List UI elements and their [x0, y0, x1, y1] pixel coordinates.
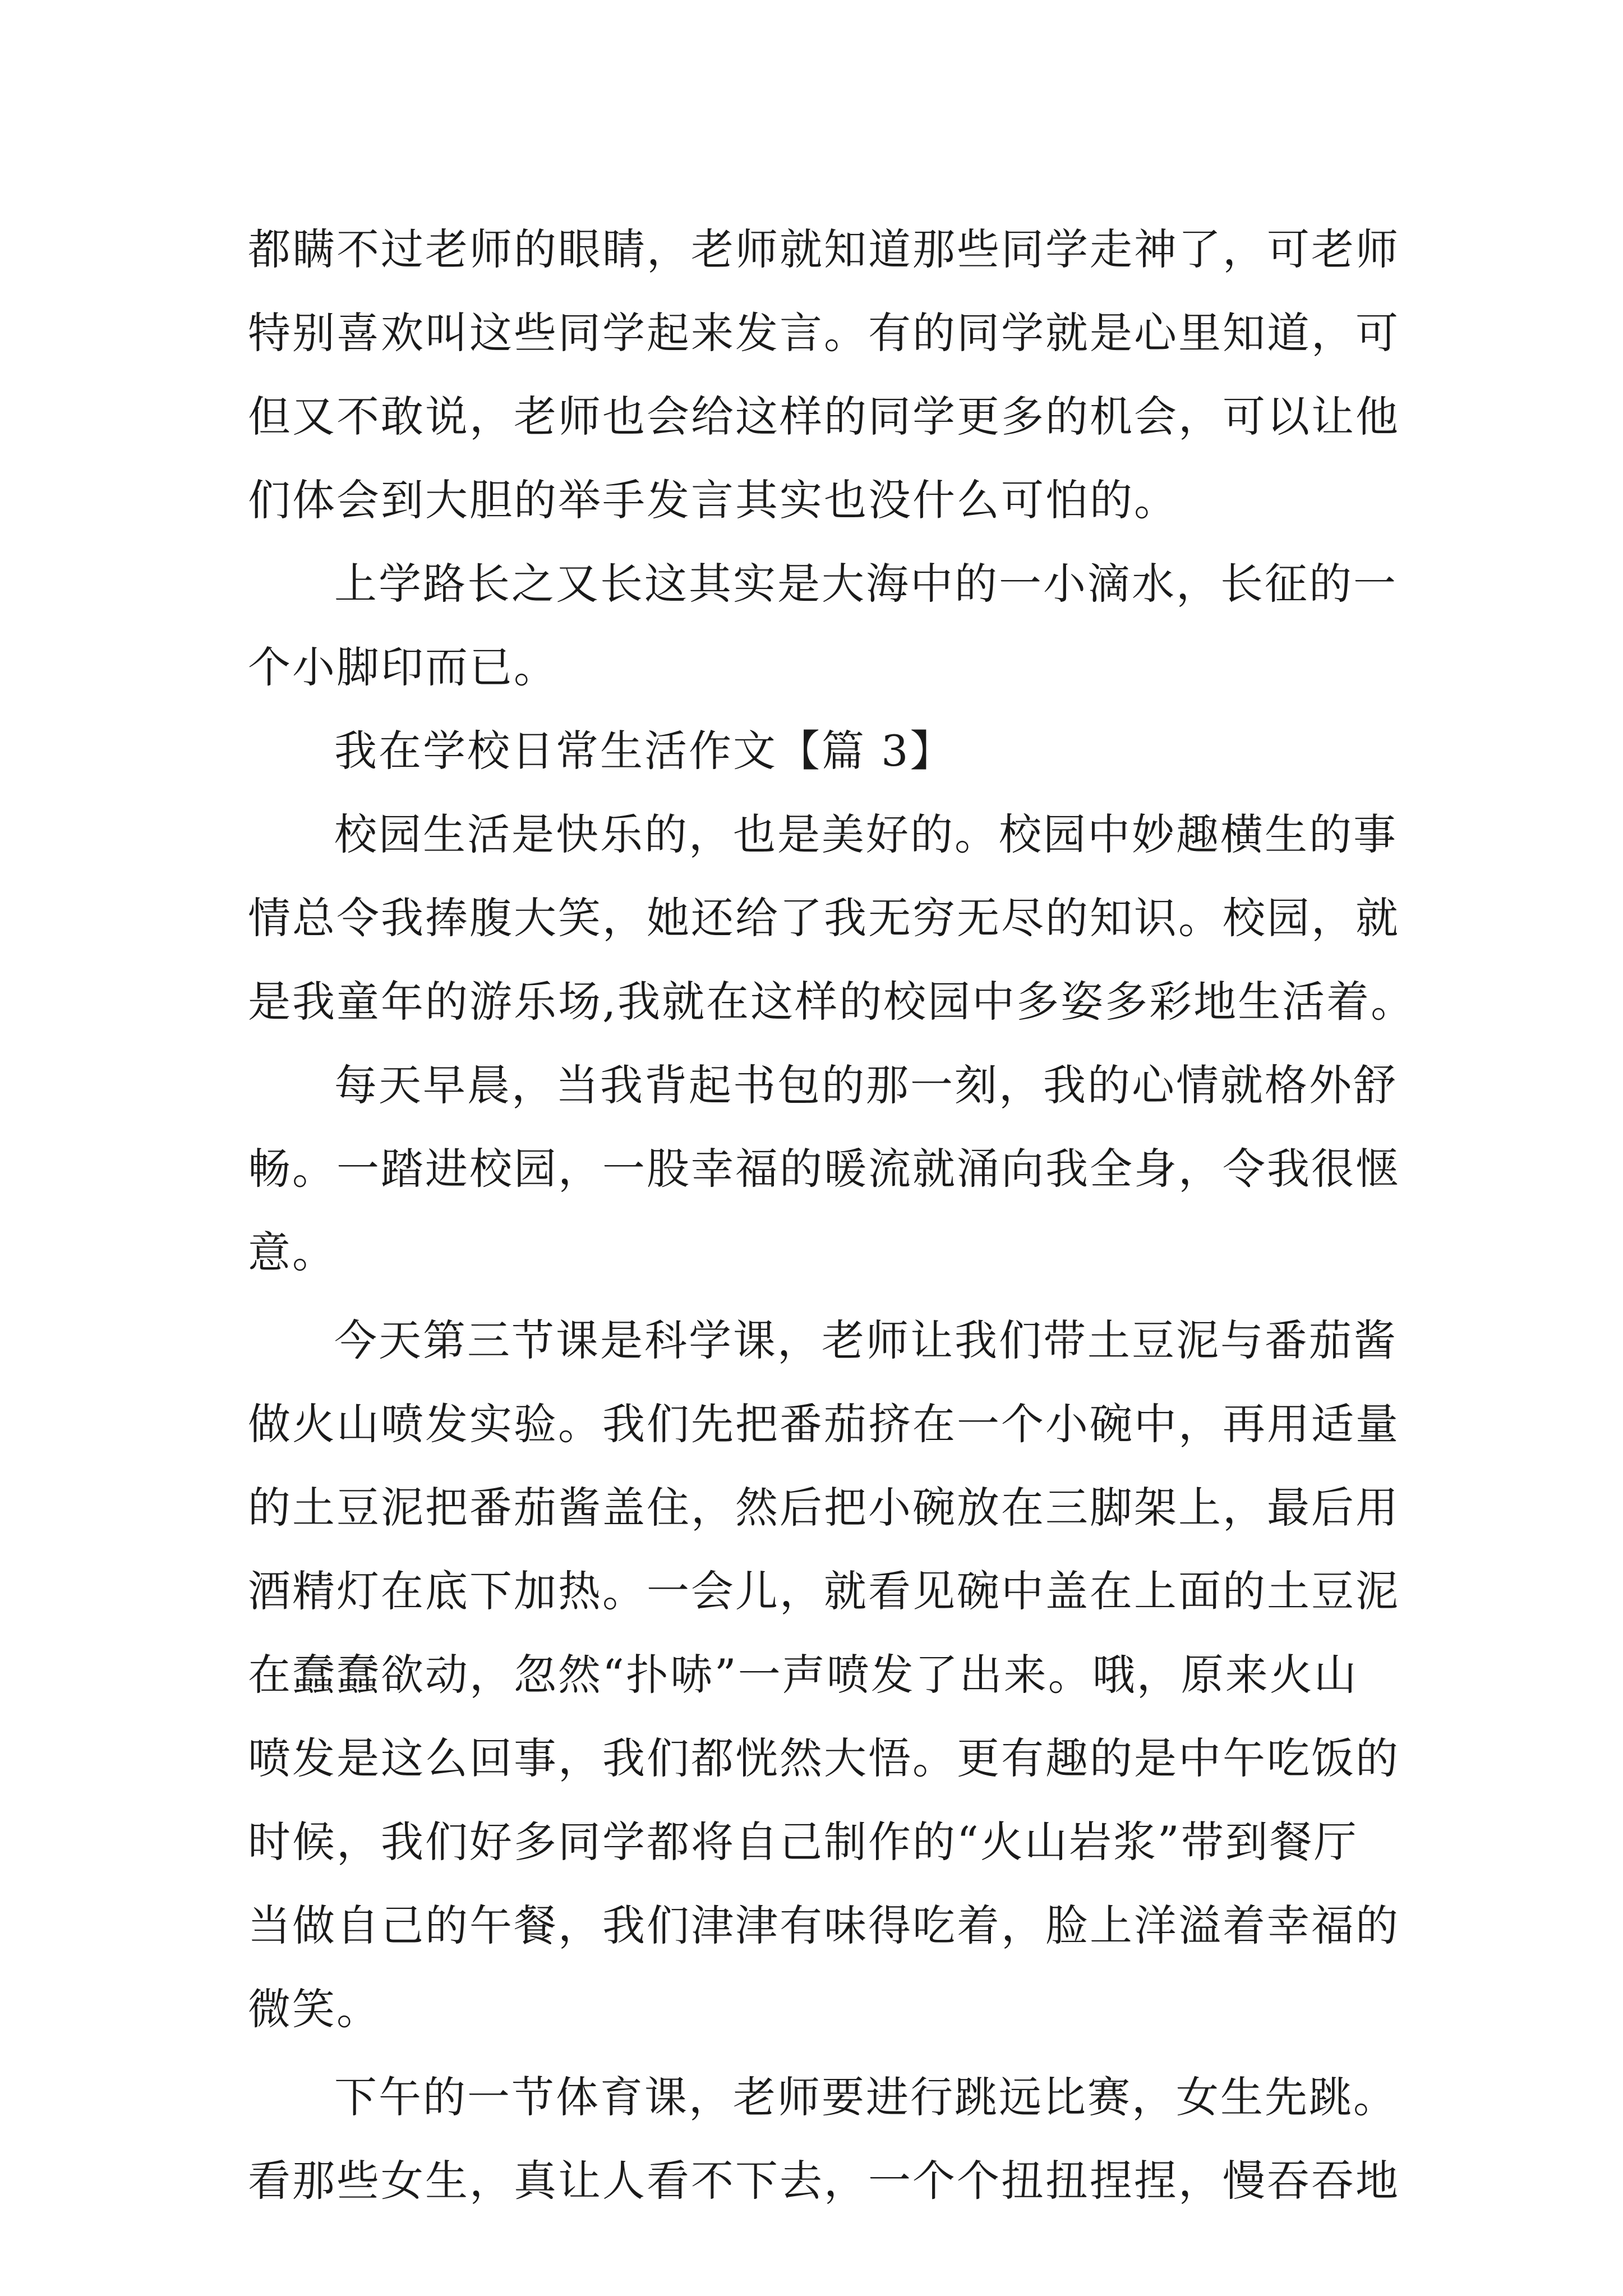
text-line: 做火山喷发实验。我们先把番茄挤在一个小碗中，再用适量: [248, 1399, 1400, 1449]
text-line: 微笑。: [248, 1984, 381, 2034]
paragraph-start-line: 上学路长之又长这其实是大海中的一小滴水，长征的一: [334, 559, 1398, 609]
text-line: 时候，我们好多同学都将自己制作的“火山岩浆”带到餐厅: [248, 1817, 1358, 1867]
text-line: 喷发是这么回事，我们都恍然大悟。更有趣的是中午吃饭的: [248, 1733, 1400, 1783]
text-line: 们体会到大胆的举手发言其实也没什么可怕的。: [248, 475, 1178, 525]
document-body: [248, 208, 1415, 2223]
text-line: 在蠢蠢欲动，忽然“扑哧”一声喷发了出来。哦，原来火山: [248, 1650, 1358, 1700]
text-line: 意。: [248, 1227, 336, 1277]
paragraph-start-line: 下午的一节体育课，老师要进行跳远比赛，女生先跳。: [334, 2072, 1398, 2122]
text-line: 个小脚印而已。: [248, 642, 558, 692]
paragraph-start-line: 今天第三节课是科学课，老师让我们带土豆泥与番茄酱: [334, 1315, 1398, 1365]
text-line: 的土豆泥把番茄酱盖住，然后把小碗放在三脚架上，最后用: [248, 1483, 1400, 1533]
text-line: 但又不敢说，老师也会给这样的同学更多的机会，可以让他: [248, 392, 1400, 441]
text-line: 情总令我捧腹大笑，她还给了我无穷无尽的知识。校园，就: [248, 893, 1400, 943]
text-line: 都瞒不过老师的眼睛，老师就知道那些同学走神了，可老师: [248, 224, 1400, 274]
text-line: 酒精灯在底下加热。一会儿，就看见碗中盖在上面的土豆泥: [248, 1566, 1400, 1616]
text-line: 当做自己的午餐，我们津津有味得吃着，脸上洋溢着幸福的: [248, 1901, 1400, 1950]
text-line: 畅。一踏进校园，一股幸福的暖流就涌向我全身，令我很惬: [248, 1144, 1400, 1194]
paragraph-start-line: 每天早晨，当我背起书包的那一刻，我的心情就格外舒: [334, 1060, 1398, 1110]
paragraph-start-line: 校园生活是快乐的，也是美好的。校园中妙趣横生的事: [334, 809, 1398, 859]
text-line: 看那些女生，真让人看不下去，一个个扭扭捏捏，慢吞吞地: [248, 2156, 1400, 2206]
text-line: 是我童年的游乐场,我就在这样的校园中多姿多彩地生活着。: [248, 977, 1415, 1027]
section-heading: 我在学校日常生活作文【篇 3】: [334, 726, 955, 776]
text-line: 特别喜欢叫这些同学起来发言。有的同学就是心里知道，可: [248, 308, 1400, 358]
